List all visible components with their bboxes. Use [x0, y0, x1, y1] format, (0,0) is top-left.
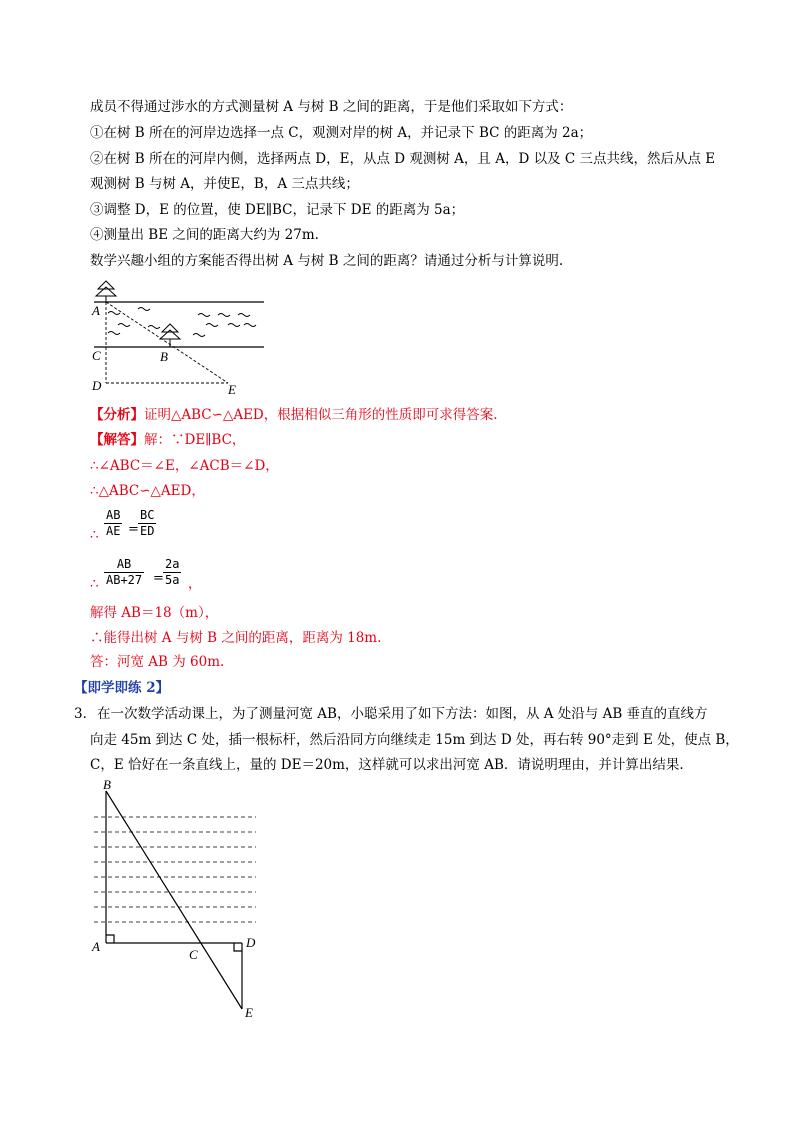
right-angle-d-icon [234, 943, 242, 951]
solution-line-4: ∴能得出树 A 与树 B 之间的距离，距离为 18m. [90, 630, 382, 646]
label-e: E [228, 382, 236, 397]
label-b2: B [103, 777, 111, 792]
solution-line-5: 答：河宽 AB 为 60m. [90, 654, 225, 670]
right-angle-a-icon [106, 935, 114, 943]
frac2-right-num: 2a [165, 557, 180, 571]
frac2-right [163, 557, 181, 588]
frac2-equals: = [153, 571, 164, 586]
frac1-left-num: AB [106, 508, 121, 522]
frac2-right-den: 5a [165, 573, 180, 587]
answer-line [90, 430, 245, 450]
frac1-left-den: AE [106, 524, 121, 538]
analysis-tag: 【分析】 [90, 407, 144, 423]
practice-heading: 【即学即练 2】 [74, 680, 170, 696]
practice-line-2: 向走 45m 到达 C 处，插一根标杆，然后沿同方向继续走 15m 到达 D 处，再右转 90°走到 E 处，使点 B， [90, 732, 739, 748]
frac2-left-num: AB [104, 557, 144, 573]
answer-tag: 【解答】 [90, 432, 144, 448]
problem-question: 数学兴趣小组的方案能否得出树 A 与树 B 之间的距离？请通过分析与计算说明. [90, 253, 564, 269]
frac1-right [138, 508, 156, 539]
frac1-left [104, 508, 122, 539]
solution-line-1: ∴∠ABC＝∠E，∠ACB＝∠D， [90, 458, 279, 474]
label-a2: A [92, 939, 100, 954]
answer-start: 解：∵DE∥BC， [144, 432, 246, 448]
label-b: B [160, 349, 168, 364]
problem-step-2: ②在树 B 所在的河岸内侧，选择两点 D，E，从点 D 观测树 A，且 A，D 以及 C 三点共线，然后从点 E [90, 151, 716, 167]
tree-b-icon [160, 324, 180, 347]
practice-line-3: C，E 恰好在一条直线上，量的 DE＝20m，这样就可以求出河宽 AB．请说明理由，并计算出结果. [90, 757, 684, 773]
label-c2: C [189, 947, 198, 962]
analysis-line [90, 405, 498, 425]
segment-be [106, 791, 242, 1009]
figure-river-width [88, 775, 273, 1025]
problem-step-1: ①在树 B 所在的河岸边选择一点 C，观测对岸的树 A，并记录下 BC 的距离为 2a； [90, 125, 593, 141]
figure-river-trees [88, 275, 278, 397]
tree-a-icon [96, 281, 116, 302]
solution-line-2: ∴△ABC∽△AED， [90, 483, 205, 499]
water-waves-icon [108, 308, 256, 337]
frac1-right-num: BC [140, 508, 155, 522]
frac2-left-den: AB+27 [106, 573, 143, 587]
problem-step-4: ④测量出 BE 之间的距离大约为 27m. [90, 227, 319, 243]
problem-step-2-cont: 观测树 B 与树 A，并使E，B，A 三点共线； [90, 176, 359, 192]
practice-line-1: 在一次数学活动课上，为了测量河宽 AB，小聪采用了如下方法：如图，从 A 处沿与 AB 垂直的直线方 [97, 706, 708, 722]
frac2-prefix: ∴ [90, 576, 99, 592]
line-ae [106, 302, 228, 383]
frac1-prefix: ∴ [90, 527, 99, 543]
label-d: D [92, 378, 102, 393]
frac2-left [104, 557, 144, 588]
solution-line-3: 解得 AB＝18（m）， [90, 605, 219, 621]
label-d2: D [246, 935, 256, 950]
frac1-right-den: ED [140, 524, 155, 538]
problem-step-3: ③调整 D，E 的位置，使 DE∥BC，记录下 DE 的距离为 5a； [90, 202, 465, 218]
water-lines [94, 817, 256, 922]
practice-number: 3． [74, 706, 97, 722]
problem-intro: 成员不得通过涉水的方式测量树 A 与树 B 之间的距离，于是他们采取如下方式： [90, 99, 573, 115]
analysis-text: 证明△ABC∽△AED，根据相似三角形的性质即可求得答案. [144, 407, 498, 423]
frac1-equals: = [128, 522, 139, 537]
label-c: C [92, 348, 101, 363]
label-a: A [92, 303, 100, 318]
label-e2: E [245, 1005, 253, 1020]
frac2-suffix: ， [188, 576, 202, 592]
